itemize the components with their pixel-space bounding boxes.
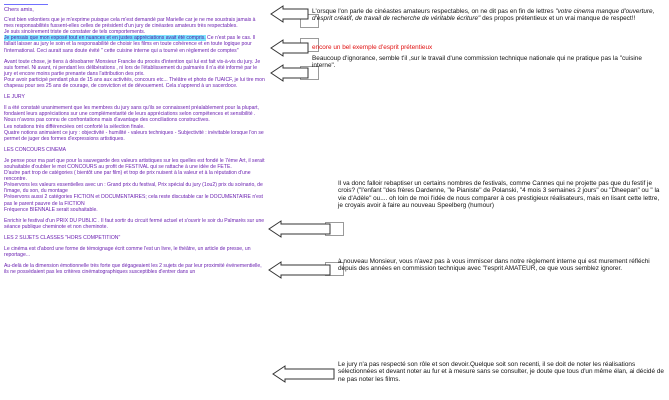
letter-paragraph-4c: Préservons les valeurs essentielles avec un : Grand prix du festival, Prix spécial du jury (1ou2) prix du scénario, de l'image, du son, du montage [4, 182, 263, 195]
letter-paragraph-4d: Préservons aussi 2 catégories FICTION et DOCUMENTAIRES; cela reste discutable car le DOCUMENTAIRE n'est pas le parent pauvre de la FICTION [4, 194, 263, 207]
p1b: Je suis sincèrement triste de constater de tels comportements. [4, 29, 146, 36]
letter-column [4, 6, 266, 275]
note-1 [312, 8, 664, 23]
note-4: Il va donc falloir rebaptiser un certains nombres de festivals, comme Cannes qui ne projette pas que du festif je crois? ("l'enfant "des frères Dardenne, "le Pianiste" de Polanski, "4 mois 3 semaines 2 jours" ou "Dheepan" ou " la vie d'Adèle" ou.... oh loin de moi l'idée de nous comparer à ces prestigieux réalisateurs, mais en lisant cette lettre, je croyais avoir à faire au nouveau Speelberg (humour) [338, 180, 660, 210]
top-rule [4, 4, 48, 5]
note-1a: L'orsque l'on parle de cinéastes amateurs respectables, on ne dit pas en fin de lettres [312, 8, 556, 15]
section-heading-jury: LE JURY [4, 94, 25, 101]
note-5: à nouveau Monsieur, vous n'avez pas à vous immiscer dans notre règlement interne qui est murement réfléchi depuis des années en commission technique avec "l'esprit AMATEUR, ce que vous semblez ignorer. [338, 258, 650, 273]
p1c-rest: Ce n'est pas le cas. Il fallait laisser au jury le soin et la responsabilité de choisir les films en toute cohérence et en toute logique pour l'international. Ceci aurait sans doute évité " cette cuisine interne qui a tourné en règlement de comptes" [4, 35, 256, 54]
note-2: encore un bel exemple d'esprit prétentieux [312, 44, 433, 51]
note-3: Beaucoup d'ignorance, semble t'il ,sur le travail d'une commission technique nationale qui ne pratique pas la "cuisine interne". [312, 55, 642, 70]
arrow-icon [268, 262, 332, 278]
note-1c: des propos prétentieux et un vrai manque de respect!! [480, 15, 636, 23]
highlighted-sentence: Je pensais que mon exposé tout en nuances et en justes appréciations avait été compris. [4, 35, 206, 42]
note-1-quote: "votre cinema manque d'ouverture, d'esprit créatif, de travail de recherche de véritable écriture" [312, 8, 655, 23]
letter-paragraph-3b: Nous n'avons pas connu de confrontations mais d'avantage des conciliations constructives. [4, 117, 210, 124]
section-heading-concours: LES CONCOURS CINEMA [4, 146, 66, 153]
letter-paragraph-2b: Pour avoir participé pendant plus de 15 ans aux activités, concours etc... Théâtre et photo de l'UAICF, je lui tire mon chapeau pour ses 25 ans de courage, de conviction et de dévouement. Cela s'apprend à un sacerdoce. [4, 76, 265, 90]
arrow-icon [268, 221, 332, 237]
arrow-icon [270, 40, 310, 56]
salutation: Chers amis, [4, 7, 34, 13]
letter-paragraph-2: Avant toute chose, je tiens à désobarrer Monsieur Francke du procès d'intention qui lui est fait vis-à-vis du jury. Je suis formel. Ni avant, ni pendant les délibérations , ni lors de l'établissement du palmarès il n'a été informé par le jury et encore moins partie prenante dans l'attribution des prix. [4, 58, 261, 77]
letter-paragraph-4: Je pense pour ma part que pour la sauvegarde des valeurs artistiques sur les quelles est fondé le 7ème Art, il serait souhaitable d'oublier le mot CONCOURS au profit de FESTIVAL qui se rattache à une idée de FETE. [4, 157, 265, 170]
letter-paragraph-1 [4, 17, 266, 54]
arrow-icon [270, 65, 310, 81]
section-heading-hors-competition: LES 2 SUJETS CLASSES "HORS COMPETITION" [4, 234, 121, 241]
letter-paragraph-4e: Fréquence BIENNALE serait souhaitable. [4, 206, 98, 213]
arrow-icon [272, 366, 336, 382]
letter-paragraph-6: Le cinéma est d'abord une forme de témoignage écrit comme l'est un livre, le théâtre, un article de presse, un reportage... [4, 246, 251, 259]
letter-paragraph-5: Enrichir le festival d'un PRIX DU PUBLIC . Il faut sortir du circuit fermé actuel et s'ouvrir le soir du Palmarès sur une séance publique cheminote et non cheminote. [4, 217, 265, 230]
letter-paragraph-3: Il a été constaté unanimement que les membres du jury sans qu'ils se connaissent préalablement pour la plupart, fondaient leurs appréciations sur une complémentarité de leurs appréciations selon compétences et sensibilité . [4, 105, 259, 118]
letter-paragraph-3c: Les notations très différenciées ont conforté la sélection finale. [4, 123, 145, 130]
arrow-icon [270, 6, 310, 22]
p1a: C'est bien volontiers que je m'exprime puisque cela m'est demandé par Marielle car je ne me soustrais jamais à mes responsabilités fussent-elles celles de président d'un jury de cinéastes amateurs très respectables. [4, 17, 256, 30]
letter-paragraph-7: Au-delà de la dimension émotionnelle très forte que dégageaient les 2 sujets de par leur proximité événementielle, ils ne possédaient pas les critères cinématographiques susceptibles d'entrer dans un [4, 263, 262, 276]
note-6: Le jury n'a pas respecté son rôle et son devoir.Quelque soit son recenti, il se doit de noter les réalisations sélectionnées et devant noter au fur et à mesure sans se consulter, je doute que tous d'un même élan, ai décidé de ne pas noter les films. [338, 361, 664, 383]
letter-paragraph-3d: Quatre notions animaient ce jury : objectivité - humilité - valeurs techniques - Subjectivité : inévitable lorsque l'on se permet de juger des formes d'expressions artistiques. [4, 129, 264, 142]
letter-paragraph-4b: D'autre part trop de catégories ( bientôt une par film) et trop de prix nuisent à la valeur et à la réputation d'une rencontre. [4, 170, 251, 183]
